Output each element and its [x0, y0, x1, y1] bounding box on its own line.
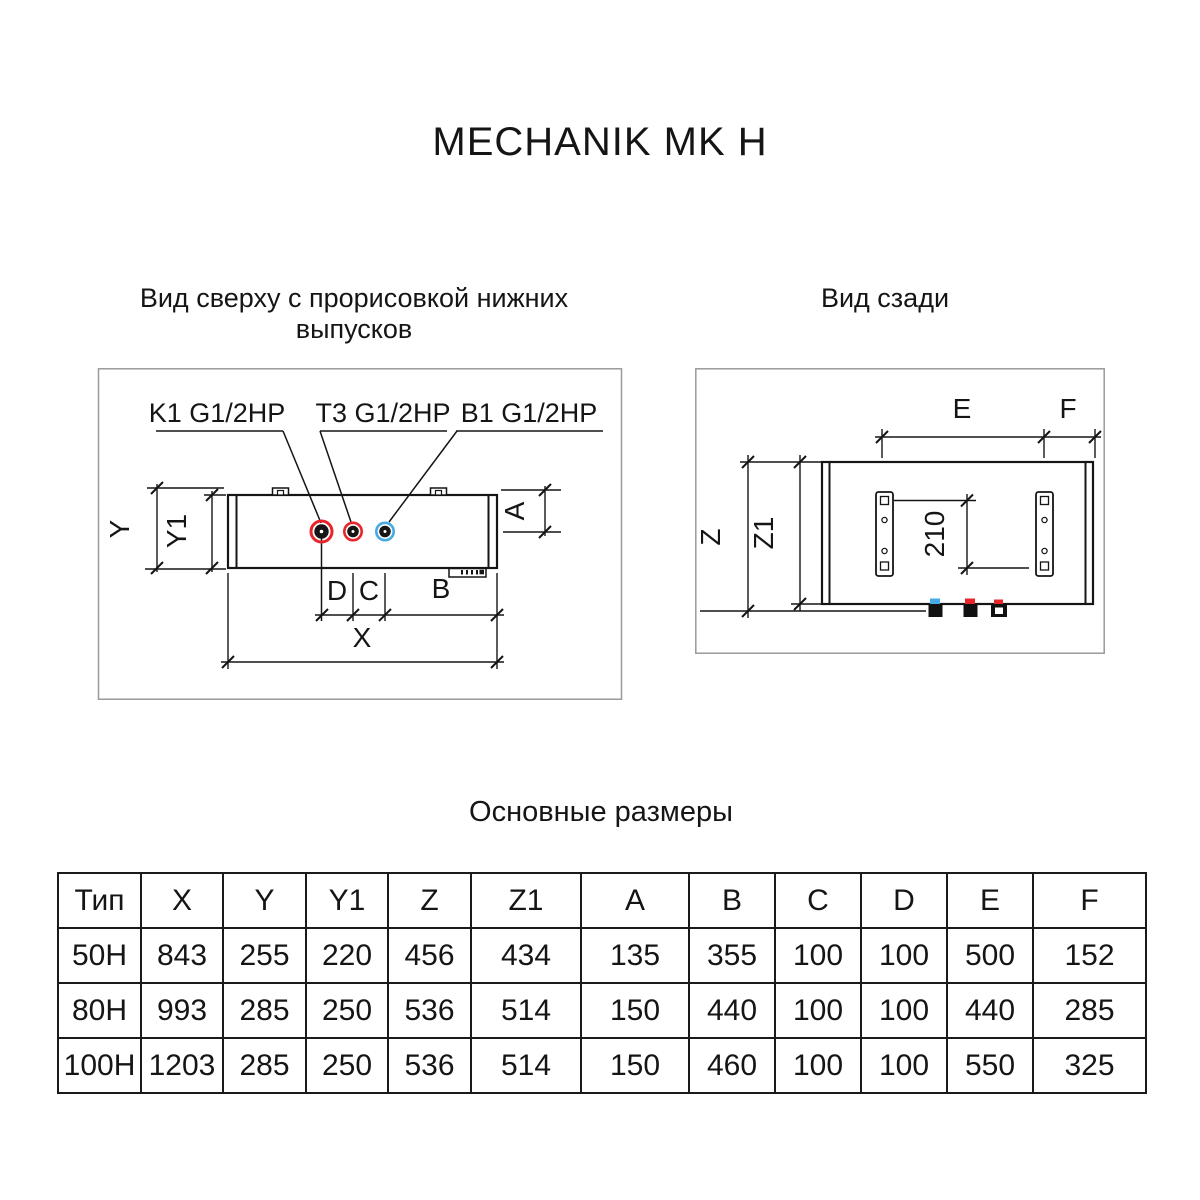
table-cell: 536 — [388, 983, 471, 1038]
table-header-cell: D — [861, 873, 947, 928]
dim-ef — [875, 393, 1101, 458]
dimensions-table — [57, 872, 1147, 1094]
table-cell: 152 — [1033, 928, 1146, 983]
dim-y1 — [161, 489, 226, 574]
table-cell: 250 — [306, 983, 388, 1038]
table-cell: 100 — [861, 983, 947, 1038]
dim-label-z1: Z1 — [748, 516, 779, 550]
dim-a — [499, 484, 561, 538]
dim-label-210: 210 — [919, 510, 950, 558]
table-cell: 536 — [388, 1038, 471, 1093]
table-header-cell: B — [689, 873, 775, 928]
table-cell: 843 — [141, 928, 223, 983]
table-header-row — [58, 873, 1146, 928]
table-cell: 285 — [223, 983, 306, 1038]
table-header-cell: C — [775, 873, 861, 928]
port-label-b1: B1 G1/2HP — [460, 398, 598, 428]
table-cell: 355 — [689, 928, 775, 983]
table-header-cell: Y1 — [306, 873, 388, 928]
table-header-cell: Y — [223, 873, 306, 928]
table-cell: 325 — [1033, 1038, 1146, 1093]
page-title: MECHANIK MK H — [432, 120, 768, 164]
table-cell: 150 — [581, 1038, 689, 1093]
rear-view-caption: Вид сзади — [820, 283, 950, 313]
table-cell: 993 — [141, 983, 223, 1038]
dim-label-x: X — [352, 622, 372, 653]
port-label-t3: T3 G1/2HP — [315, 398, 451, 428]
table-cell: 434 — [471, 928, 581, 983]
table-body — [58, 928, 1146, 1093]
vent-strip — [449, 569, 486, 578]
dim-label-z: Z — [695, 528, 726, 546]
table-cell: 100 — [775, 928, 861, 983]
table-cell: 440 — [947, 983, 1033, 1038]
dim-label-e: E — [952, 393, 972, 424]
top-view-caption: Вид сверху с прорисовкой нижних выпусков — [139, 283, 569, 344]
table-cell: 514 — [471, 1038, 581, 1093]
table-cell: 456 — [388, 928, 471, 983]
table-cell: 100 — [861, 1038, 947, 1093]
table-cell: 250 — [306, 1038, 388, 1093]
dim-label-c: C — [358, 575, 380, 606]
top-view-drawing — [95, 368, 625, 700]
table-cell: 80H — [58, 983, 141, 1038]
table-header-cell: X — [141, 873, 223, 928]
table-cell: 150 — [581, 983, 689, 1038]
table-header-cell: F — [1033, 873, 1146, 928]
table-cell: 1203 — [141, 1038, 223, 1093]
mounting-tab — [431, 488, 447, 495]
table-cell: 100H — [58, 1038, 141, 1093]
table-cell: 285 — [1033, 983, 1146, 1038]
dim-dcb — [315, 573, 504, 621]
table-header-cell: Тип — [58, 873, 141, 928]
table-cell: 500 — [947, 928, 1033, 983]
dim-label-y1: Y1 — [161, 513, 192, 549]
port-label-k1: K1 G1/2HP — [148, 398, 286, 428]
table-row — [58, 1038, 1146, 1093]
table-cell: 135 — [581, 928, 689, 983]
dim-label-a: A — [499, 501, 530, 521]
table-cell: 514 — [471, 983, 581, 1038]
table-cell: 50H — [58, 928, 141, 983]
table-row — [58, 928, 1146, 983]
dim-label-d: D — [326, 575, 348, 606]
dim-label-y: Y — [104, 519, 135, 539]
table-header-cell: Z — [388, 873, 471, 928]
table-header-cell: E — [947, 873, 1033, 928]
table-cell: 100 — [775, 1038, 861, 1093]
table-cell: 220 — [306, 928, 388, 983]
dim-label-f: F — [1059, 393, 1077, 424]
dim-z1 — [748, 455, 824, 611]
mounting-tab — [273, 488, 289, 495]
table-header-cell: Z1 — [471, 873, 581, 928]
table-cell: 550 — [947, 1038, 1033, 1093]
table-header-cell: A — [581, 873, 689, 928]
table-row — [58, 983, 1146, 1038]
table-cell: 460 — [689, 1038, 775, 1093]
table-cell: 100 — [861, 928, 947, 983]
table-cell: 285 — [223, 1038, 306, 1093]
rear-view-drawing — [695, 368, 1105, 655]
table-cell: 255 — [223, 928, 306, 983]
mounting-bracket-left — [876, 492, 893, 576]
table-cell: 100 — [775, 983, 861, 1038]
dim-label-b: B — [431, 573, 451, 604]
table-cell: 440 — [689, 983, 775, 1038]
mounting-bracket-right — [1036, 492, 1053, 576]
table-caption: Основные размеры — [469, 796, 733, 828]
